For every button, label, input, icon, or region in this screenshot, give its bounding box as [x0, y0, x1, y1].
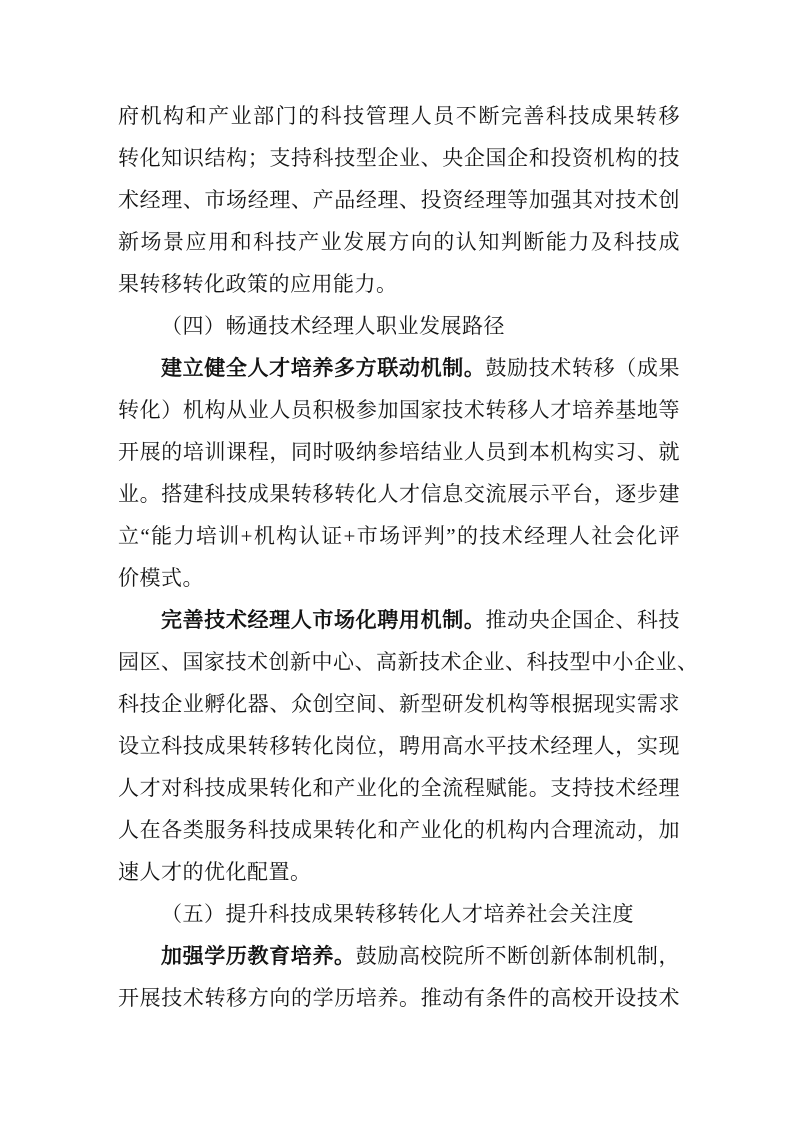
text-run: 价模式。 [118, 566, 204, 590]
text-run: 速人才的优化配置。 [118, 860, 312, 884]
text-line [118, 221, 680, 263]
text-line [118, 977, 680, 1019]
document-body [118, 95, 699, 1019]
text-line [118, 389, 680, 431]
text-line [118, 515, 680, 557]
text-run: 园区、国家技术创新中心、高新技术企业、科技型中小企业、 [118, 650, 699, 674]
text-run: 转化知识结构；支持科技型企业、央企国企和投资机构的技 [118, 146, 680, 170]
text-run: 设立科技成果转移转化岗位，聘用高水平技术经理人，实现 [118, 734, 680, 758]
text-line [118, 431, 680, 473]
text-run: 鼓励高校院所不断创新体制机制， [355, 944, 681, 968]
text-run: 推动央企国企、科技 [485, 608, 681, 632]
text-line [118, 725, 680, 767]
text-line [118, 137, 680, 179]
text-line [118, 95, 680, 137]
section-heading [118, 893, 680, 935]
text-line [118, 683, 680, 725]
text-run: （五）提升科技成果转移转化人才培养社会关注度 [161, 902, 634, 926]
text-line [118, 599, 680, 641]
text-run: 果转移转化政策的应用能力。 [118, 272, 398, 296]
text-line [118, 935, 680, 977]
bold-run: 加强学历教育培养。 [161, 944, 356, 968]
text-run: （四）畅通技术经理人职业发展路径 [161, 314, 505, 338]
section-heading [118, 305, 680, 347]
text-run: 府机构和产业部门的科技管理人员不断完善科技成果转移 [118, 104, 680, 128]
text-line [118, 809, 680, 851]
text-run: 新场景应用和科技产业发展方向的认知判断能力及科技成 [118, 230, 680, 254]
text-line [118, 557, 680, 599]
text-line [118, 179, 680, 221]
text-line [118, 263, 680, 305]
text-line [118, 347, 680, 389]
text-run: 人才对科技成果转化和产业化的全流程赋能。支持技术经理 [118, 776, 680, 800]
text-line [118, 767, 680, 809]
bold-run: 完善技术经理人市场化聘用机制。 [161, 608, 486, 632]
text-run: 鼓励技术转移（成果 [485, 356, 681, 380]
text-run: 科技企业孵化器、众创空间、新型研发机构等根据现实需求 [118, 692, 680, 716]
text-line [118, 851, 680, 893]
text-line [118, 473, 680, 515]
bold-run: 建立健全人才培养多方联动机制。 [161, 356, 486, 380]
text-run: 开展技术转移方向的学历培养。推动有条件的高校开设技术 [118, 986, 680, 1010]
text-run: 转化）机构从业人员积极参加国家技术转移人才培养基地等 [118, 398, 680, 422]
text-run: 业。搭建科技成果转移转化人才信息交流展示平台，逐步建 [118, 482, 680, 506]
text-run: 开展的培训课程，同时吸纳参培结业人员到本机构实习、就 [118, 440, 680, 464]
text-run: 术经理、市场经理、产品经理、投资经理等加强其对技术创 [118, 188, 680, 212]
text-line [118, 641, 699, 683]
text-run: 立“能力培训+机构认证+市场评判”的技术经理人社会化评 [118, 524, 680, 548]
text-run: 人在各类服务科技成果转化和产业化的机构内合理流动，加 [118, 818, 680, 842]
